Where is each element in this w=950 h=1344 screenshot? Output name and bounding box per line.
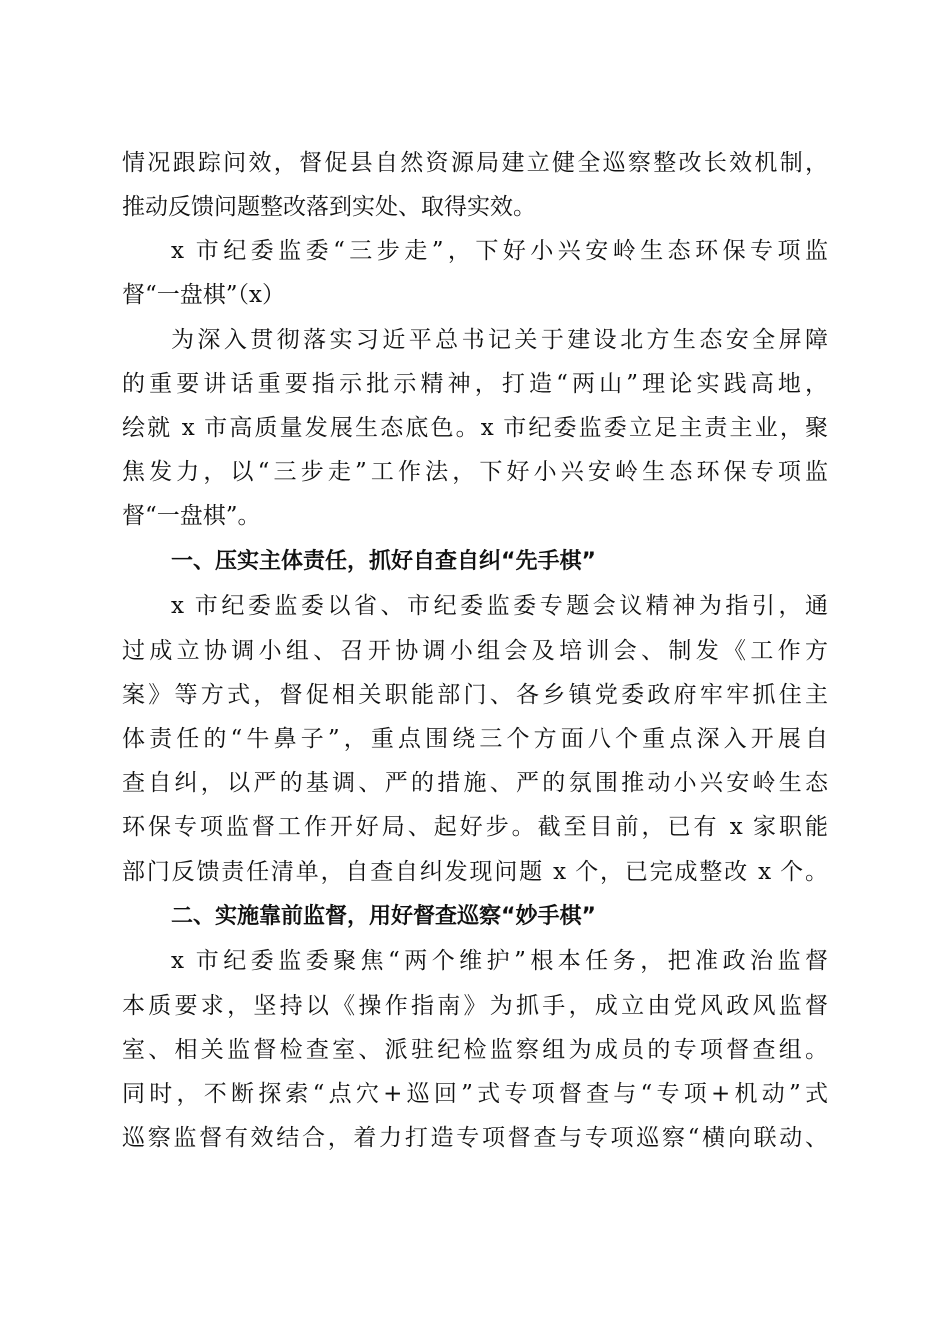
text-line: 推动反馈问题整改落到实处、取得实效。	[122, 194, 536, 220]
text-line: 情况跟踪问效，督促县自然资源局建立健全巡察整改长效机制，	[122, 150, 828, 176]
text-line: 为深入贯彻落实习近平总书记关于建设北方生态安全屏障	[171, 327, 828, 353]
text-line: x 市纪委监委聚焦“两个维护”根本任务，把准政治监督	[171, 948, 828, 974]
text-line: 焦发力，以“三步走”工作法，下好小兴安岭生态环保专项监	[122, 459, 828, 485]
section-heading: 二、实施靠前监督，用好督查巡察“妙手棋”	[171, 904, 596, 929]
text-line: 绘就 x 市高质量发展生态底色。x 市纪委监委立足主责主业，聚	[122, 415, 828, 441]
section-heading: 一、压实主体责任，抓好自查自纠“先手棋”	[171, 549, 596, 574]
text-line: 的重要讲话重要指示批示精神，打造“两山”理论实践高地，	[122, 371, 828, 397]
text-line: 案》等方式，督促相关职能部门、各乡镇党委政府牢牢抓住主	[122, 682, 828, 708]
text-line: 巡察监督有效结合，着力打造专项督查与专项巡察“横向联动、	[122, 1125, 828, 1151]
text-line: 体责任的“牛鼻子”，重点围绕三个方面八个重点深入开展自	[122, 726, 828, 752]
text-line: 查自纠，以严的基调、严的措施、严的氛围推动小兴安岭生态	[122, 770, 828, 796]
article-title: x 市纪委监委“三步走”，下好小兴安岭生态环保专项监	[171, 238, 828, 264]
text-line: 室、相关监督检查室、派驻纪检监察组为成员的专项督查组。	[122, 1037, 828, 1063]
text-line: x 市纪委监委以省、市纪委监委专题会议精神为指引，通	[171, 593, 828, 619]
article-title: 督“一盘棋”（x）	[122, 282, 285, 308]
text-line: 环保专项监督工作开好局、起好步。截至目前，已有 x 家职能	[122, 814, 828, 840]
text-line: 同时，不断探索“点穴+巡回”式专项督查与“专项+机动”式	[122, 1081, 828, 1107]
text-line: 本质要求，坚持以《操作指南》为抓手，成立由党风政风监督	[122, 993, 828, 1019]
text-line: 督“一盘棋”。	[122, 503, 261, 529]
text-line: 过成立协调小组、召开协调小组会及培训会、制发《工作方	[122, 638, 828, 664]
text-line: 部门反馈责任清单，自查自纠发现问题 x 个，已完成整改 x 个。	[122, 859, 828, 885]
